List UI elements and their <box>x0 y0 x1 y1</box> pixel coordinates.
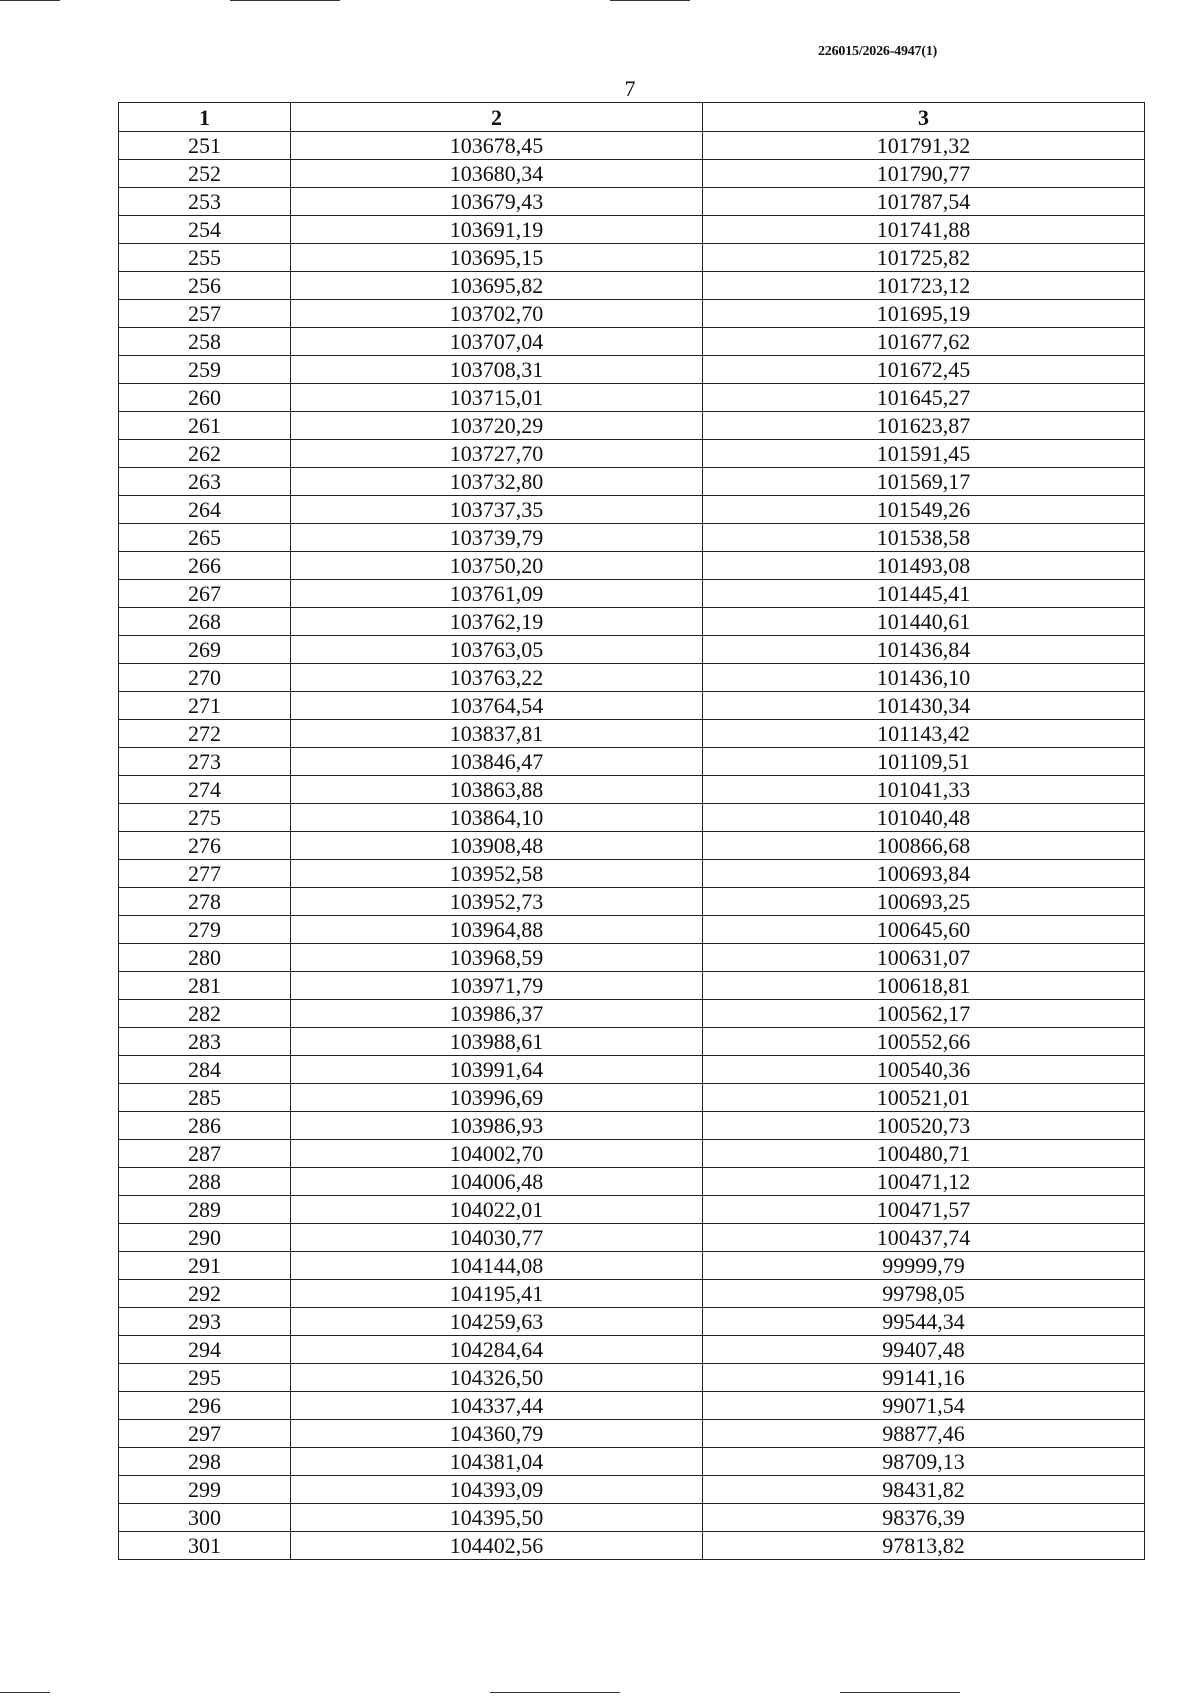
table-row <box>119 1392 1145 1420</box>
point-number-cell: 280 <box>119 944 291 972</box>
x-coordinate-cell: 104395,50 <box>291 1504 703 1532</box>
x-coordinate-cell: 103720,29 <box>291 412 703 440</box>
y-coordinate-cell: 100520,73 <box>703 1112 1145 1140</box>
table-row <box>119 328 1145 356</box>
table-row <box>119 1196 1145 1224</box>
point-number-cell: 271 <box>119 692 291 720</box>
table-row <box>119 636 1145 664</box>
y-coordinate-cell: 99798,05 <box>703 1280 1145 1308</box>
x-coordinate-cell: 103763,22 <box>291 664 703 692</box>
table-row <box>119 860 1145 888</box>
table-row <box>119 496 1145 524</box>
y-coordinate-cell: 98709,13 <box>703 1448 1145 1476</box>
x-coordinate-cell: 104337,44 <box>291 1392 703 1420</box>
x-coordinate-cell: 103986,37 <box>291 1000 703 1028</box>
table-row <box>119 1252 1145 1280</box>
table-row <box>119 1056 1145 1084</box>
point-number-cell: 276 <box>119 832 291 860</box>
point-number-cell: 255 <box>119 244 291 272</box>
y-coordinate-cell: 99407,48 <box>703 1336 1145 1364</box>
point-number-cell: 267 <box>119 580 291 608</box>
point-number-cell: 297 <box>119 1420 291 1448</box>
point-number-cell: 279 <box>119 916 291 944</box>
x-coordinate-cell: 103968,59 <box>291 944 703 972</box>
table-row <box>119 524 1145 552</box>
point-number-cell: 260 <box>119 384 291 412</box>
table-row <box>119 244 1145 272</box>
table-row <box>119 1336 1145 1364</box>
point-number-cell: 285 <box>119 1084 291 1112</box>
point-number-cell: 288 <box>119 1168 291 1196</box>
x-coordinate-cell: 103762,19 <box>291 608 703 636</box>
y-coordinate-cell: 100471,57 <box>703 1196 1145 1224</box>
point-number-cell: 270 <box>119 664 291 692</box>
y-coordinate-cell: 101723,12 <box>703 272 1145 300</box>
table-row <box>119 748 1145 776</box>
point-number-cell: 256 <box>119 272 291 300</box>
point-number-cell: 273 <box>119 748 291 776</box>
y-coordinate-cell: 100471,12 <box>703 1168 1145 1196</box>
table-row <box>119 440 1145 468</box>
point-number-cell: 251 <box>119 132 291 160</box>
point-number-cell: 296 <box>119 1392 291 1420</box>
x-coordinate-cell: 103952,73 <box>291 888 703 916</box>
y-coordinate-cell: 101623,87 <box>703 412 1145 440</box>
y-coordinate-cell: 99999,79 <box>703 1252 1145 1280</box>
y-coordinate-cell: 101591,45 <box>703 440 1145 468</box>
point-number-cell: 257 <box>119 300 291 328</box>
x-coordinate-cell: 104002,70 <box>291 1140 703 1168</box>
point-number-cell: 286 <box>119 1112 291 1140</box>
x-coordinate-cell: 103707,04 <box>291 328 703 356</box>
x-coordinate-cell: 103695,82 <box>291 272 703 300</box>
x-coordinate-cell: 103750,20 <box>291 552 703 580</box>
x-coordinate-cell: 104393,09 <box>291 1476 703 1504</box>
x-coordinate-cell: 103715,01 <box>291 384 703 412</box>
x-coordinate-cell: 103837,81 <box>291 720 703 748</box>
table-row <box>119 356 1145 384</box>
y-coordinate-cell: 100693,25 <box>703 888 1145 916</box>
y-coordinate-cell: 101436,10 <box>703 664 1145 692</box>
y-coordinate-cell: 100618,81 <box>703 972 1145 1000</box>
y-coordinate-cell: 101790,77 <box>703 160 1145 188</box>
y-coordinate-cell: 97813,82 <box>703 1532 1145 1560</box>
column-header-2: 2 <box>291 103 703 132</box>
x-coordinate-cell: 103764,54 <box>291 692 703 720</box>
y-coordinate-cell: 98376,39 <box>703 1504 1145 1532</box>
table-row <box>119 692 1145 720</box>
point-number-cell: 290 <box>119 1224 291 1252</box>
y-coordinate-cell: 101677,62 <box>703 328 1145 356</box>
y-coordinate-cell: 101109,51 <box>703 748 1145 776</box>
point-number-cell: 292 <box>119 1280 291 1308</box>
x-coordinate-cell: 104195,41 <box>291 1280 703 1308</box>
x-coordinate-cell: 103727,70 <box>291 440 703 468</box>
y-coordinate-cell: 101445,41 <box>703 580 1145 608</box>
point-number-cell: 289 <box>119 1196 291 1224</box>
x-coordinate-cell: 103761,09 <box>291 580 703 608</box>
y-coordinate-cell: 101440,61 <box>703 608 1145 636</box>
table-row <box>119 412 1145 440</box>
point-number-cell: 283 <box>119 1028 291 1056</box>
point-number-cell: 272 <box>119 720 291 748</box>
table-row <box>119 1364 1145 1392</box>
x-coordinate-cell: 104284,64 <box>291 1336 703 1364</box>
table-row <box>119 468 1145 496</box>
y-coordinate-cell: 101695,19 <box>703 300 1145 328</box>
point-number-cell: 291 <box>119 1252 291 1280</box>
table-row <box>119 1420 1145 1448</box>
point-number-cell: 261 <box>119 412 291 440</box>
point-number-cell: 293 <box>119 1308 291 1336</box>
document-id: 226015/2026-4947(1) <box>818 44 938 59</box>
x-coordinate-cell: 103846,47 <box>291 748 703 776</box>
table-row <box>119 664 1145 692</box>
x-coordinate-cell: 103691,19 <box>291 216 703 244</box>
table-row <box>119 216 1145 244</box>
y-coordinate-cell: 101791,32 <box>703 132 1145 160</box>
y-coordinate-cell: 100866,68 <box>703 832 1145 860</box>
table-row <box>119 1168 1145 1196</box>
x-coordinate-cell: 103996,69 <box>291 1084 703 1112</box>
x-coordinate-cell: 103739,79 <box>291 524 703 552</box>
x-coordinate-cell: 103737,35 <box>291 496 703 524</box>
y-coordinate-cell: 100552,66 <box>703 1028 1145 1056</box>
table-row <box>119 1112 1145 1140</box>
point-number-cell: 278 <box>119 888 291 916</box>
page-number: 7 <box>624 76 636 101</box>
x-coordinate-cell: 104402,56 <box>291 1532 703 1560</box>
x-coordinate-cell: 103908,48 <box>291 832 703 860</box>
table-row <box>119 916 1145 944</box>
column-header-3: 3 <box>703 103 1145 132</box>
point-number-cell: 268 <box>119 608 291 636</box>
y-coordinate-cell: 101787,54 <box>703 188 1145 216</box>
y-coordinate-cell: 100437,74 <box>703 1224 1145 1252</box>
x-coordinate-cell: 103952,58 <box>291 860 703 888</box>
point-number-cell: 298 <box>119 1448 291 1476</box>
table-row <box>119 804 1145 832</box>
y-coordinate-cell: 101672,45 <box>703 356 1145 384</box>
point-number-cell: 264 <box>119 496 291 524</box>
table-row <box>119 1000 1145 1028</box>
y-coordinate-cell: 101538,58 <box>703 524 1145 552</box>
table-row <box>119 1532 1145 1560</box>
point-number-cell: 294 <box>119 1336 291 1364</box>
y-coordinate-cell: 100562,17 <box>703 1000 1145 1028</box>
x-coordinate-cell: 103708,31 <box>291 356 703 384</box>
y-coordinate-cell: 101040,48 <box>703 804 1145 832</box>
point-number-cell: 266 <box>119 552 291 580</box>
point-number-cell: 254 <box>119 216 291 244</box>
point-number-cell: 299 <box>119 1476 291 1504</box>
x-coordinate-cell: 104259,63 <box>291 1308 703 1336</box>
table-row <box>119 1140 1145 1168</box>
x-coordinate-cell: 103679,43 <box>291 188 703 216</box>
column-header-1: 1 <box>119 103 291 132</box>
table-header-row <box>119 103 1145 132</box>
x-coordinate-cell: 104022,01 <box>291 1196 703 1224</box>
y-coordinate-cell: 100521,01 <box>703 1084 1145 1112</box>
point-number-cell: 274 <box>119 776 291 804</box>
point-number-cell: 281 <box>119 972 291 1000</box>
y-coordinate-cell: 101741,88 <box>703 216 1145 244</box>
y-coordinate-cell: 101493,08 <box>703 552 1145 580</box>
point-number-cell: 269 <box>119 636 291 664</box>
point-number-cell: 252 <box>119 160 291 188</box>
x-coordinate-cell: 103991,64 <box>291 1056 703 1084</box>
x-coordinate-cell: 104381,04 <box>291 1448 703 1476</box>
table-body <box>119 132 1145 1560</box>
table-row <box>119 888 1145 916</box>
x-coordinate-cell: 103680,34 <box>291 160 703 188</box>
coordinates-table <box>118 102 1145 1560</box>
table-row <box>119 1224 1145 1252</box>
table-row <box>119 580 1145 608</box>
table-row <box>119 1504 1145 1532</box>
point-number-cell: 275 <box>119 804 291 832</box>
table-row <box>119 132 1145 160</box>
point-number-cell: 284 <box>119 1056 291 1084</box>
y-coordinate-cell: 101725,82 <box>703 244 1145 272</box>
y-coordinate-cell: 98431,82 <box>703 1476 1145 1504</box>
point-number-cell: 301 <box>119 1532 291 1560</box>
point-number-cell: 300 <box>119 1504 291 1532</box>
y-coordinate-cell: 99141,16 <box>703 1364 1145 1392</box>
point-number-cell: 259 <box>119 356 291 384</box>
table-row <box>119 1280 1145 1308</box>
y-coordinate-cell: 101143,42 <box>703 720 1145 748</box>
x-coordinate-cell: 103988,61 <box>291 1028 703 1056</box>
table-row <box>119 1308 1145 1336</box>
table-row <box>119 160 1145 188</box>
x-coordinate-cell: 104360,79 <box>291 1420 703 1448</box>
point-number-cell: 295 <box>119 1364 291 1392</box>
point-number-cell: 282 <box>119 1000 291 1028</box>
x-coordinate-cell: 104326,50 <box>291 1364 703 1392</box>
y-coordinate-cell: 100631,07 <box>703 944 1145 972</box>
table-row <box>119 1084 1145 1112</box>
point-number-cell: 253 <box>119 188 291 216</box>
x-coordinate-cell: 103971,79 <box>291 972 703 1000</box>
point-number-cell: 263 <box>119 468 291 496</box>
x-coordinate-cell: 103695,15 <box>291 244 703 272</box>
point-number-cell: 265 <box>119 524 291 552</box>
y-coordinate-cell: 100540,36 <box>703 1056 1145 1084</box>
table-row <box>119 832 1145 860</box>
x-coordinate-cell: 103702,70 <box>291 300 703 328</box>
table-row <box>119 972 1145 1000</box>
x-coordinate-cell: 104006,48 <box>291 1168 703 1196</box>
table-row <box>119 944 1145 972</box>
y-coordinate-cell: 101645,27 <box>703 384 1145 412</box>
table-row <box>119 1448 1145 1476</box>
table-row <box>119 608 1145 636</box>
table-row <box>119 384 1145 412</box>
x-coordinate-cell: 104030,77 <box>291 1224 703 1252</box>
x-coordinate-cell: 103864,10 <box>291 804 703 832</box>
point-number-cell: 277 <box>119 860 291 888</box>
point-number-cell: 287 <box>119 1140 291 1168</box>
y-coordinate-cell: 100645,60 <box>703 916 1145 944</box>
y-coordinate-cell: 101569,17 <box>703 468 1145 496</box>
table-row <box>119 1028 1145 1056</box>
table-row <box>119 776 1145 804</box>
y-coordinate-cell: 100480,71 <box>703 1140 1145 1168</box>
x-coordinate-cell: 103763,05 <box>291 636 703 664</box>
point-number-cell: 262 <box>119 440 291 468</box>
y-coordinate-cell: 101041,33 <box>703 776 1145 804</box>
y-coordinate-cell: 100693,84 <box>703 860 1145 888</box>
table-row <box>119 552 1145 580</box>
x-coordinate-cell: 103732,80 <box>291 468 703 496</box>
y-coordinate-cell: 101549,26 <box>703 496 1145 524</box>
y-coordinate-cell: 98877,46 <box>703 1420 1145 1448</box>
table-row <box>119 272 1145 300</box>
table-row <box>119 1476 1145 1504</box>
y-coordinate-cell: 101430,34 <box>703 692 1145 720</box>
y-coordinate-cell: 99544,34 <box>703 1308 1145 1336</box>
table-row <box>119 300 1145 328</box>
x-coordinate-cell: 103986,93 <box>291 1112 703 1140</box>
x-coordinate-cell: 104144,08 <box>291 1252 703 1280</box>
x-coordinate-cell: 103678,45 <box>291 132 703 160</box>
x-coordinate-cell: 103863,88 <box>291 776 703 804</box>
table-row <box>119 188 1145 216</box>
x-coordinate-cell: 103964,88 <box>291 916 703 944</box>
table-row <box>119 720 1145 748</box>
y-coordinate-cell: 99071,54 <box>703 1392 1145 1420</box>
y-coordinate-cell: 101436,84 <box>703 636 1145 664</box>
point-number-cell: 258 <box>119 328 291 356</box>
